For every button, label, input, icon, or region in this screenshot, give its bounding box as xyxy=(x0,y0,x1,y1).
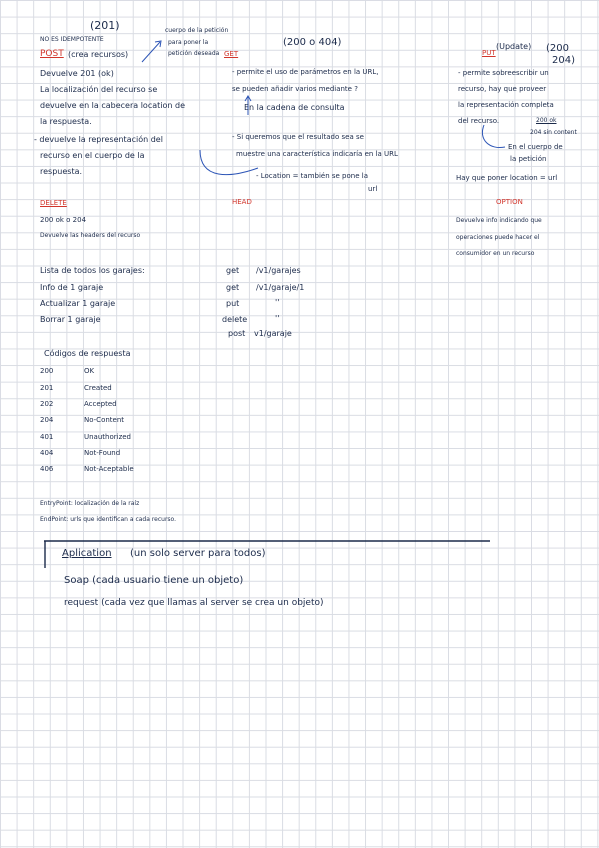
code-text-0: OK xyxy=(84,367,95,375)
put-line-0: - permite sobreescribir un xyxy=(458,69,549,77)
route-method-1: get xyxy=(226,283,240,292)
code-1: 201 xyxy=(40,384,54,392)
option-line-0: Devuelve info indicando que xyxy=(456,217,542,224)
option-label: OPTION xyxy=(496,198,523,206)
code-text-6: Not-Aceptable xyxy=(84,465,134,473)
code-200-b: 204) xyxy=(552,55,575,66)
post-line-3: la respuesta. xyxy=(40,117,92,126)
si-line-0: - Si queremos que el resultado sea se xyxy=(232,133,364,141)
get-label: GET xyxy=(224,50,239,58)
head-label: HEAD xyxy=(232,198,252,206)
post-line-1: La localización del recurso se xyxy=(40,85,158,94)
put-label: PUT xyxy=(482,49,496,57)
put-cuerpo-1: la petición xyxy=(510,155,547,163)
en-cadena: En la cadena de consulta xyxy=(244,103,345,112)
code-text-2: Accepted xyxy=(84,400,117,408)
post-line-2: devuelve en la cabecera location de xyxy=(40,101,185,110)
code-6: 406 xyxy=(40,465,54,473)
put-line-2: la representación completa xyxy=(458,101,554,109)
note-line-1: para poner la xyxy=(168,39,209,46)
route-path-1: /v1/garaje/1 xyxy=(256,283,305,292)
code-3: 204 xyxy=(40,416,54,424)
soap-line: Soap (cada usuario tiene un objeto) xyxy=(64,575,244,586)
route-method-4: post xyxy=(228,329,246,338)
post-label: POST xyxy=(40,49,64,59)
route-path-2: '' xyxy=(275,298,280,307)
code-text-4: Unauthorized xyxy=(84,433,131,441)
arrow-post-note xyxy=(142,42,160,62)
end-point: EndPoint: urls que identifican a cada recurso. xyxy=(40,516,177,523)
location-line-0: - Location = también se pone la xyxy=(256,172,368,180)
option-line-2: consumidor en un recurso xyxy=(456,250,535,257)
hay-que: Hay que poner location = url xyxy=(456,174,558,182)
put-cuerpo-0: En el cuerpo de xyxy=(508,143,563,151)
put-side-b: 204 sin content xyxy=(530,129,577,136)
code-text-1: Created xyxy=(84,384,112,392)
si-line-1: muestre una característica indicaría en la URL xyxy=(236,150,398,158)
route-desc-0: Lista de todos los garajes: xyxy=(40,266,145,275)
code-4: 401 xyxy=(40,433,54,441)
route-desc-2: Actualizar 1 garaje xyxy=(40,299,116,308)
code-200-a: (200 xyxy=(546,43,569,54)
no-idempotente: NO ES IDEMPOTENTE xyxy=(40,36,104,43)
delete-line-1: Devuelve las headers del recurso xyxy=(40,232,141,239)
get-line-0: - permite el uso de parámetros en la URL, xyxy=(232,68,379,76)
code-text-3: No-Content xyxy=(84,416,125,424)
application-label: Aplication xyxy=(62,548,112,559)
code-201: (201) xyxy=(90,19,120,32)
post-line2-1: recurso en el cuerpo de la xyxy=(40,151,145,160)
code-2: 202 xyxy=(40,400,54,408)
route-method-3: delete xyxy=(222,315,248,324)
route-desc-1: Info de 1 garaje xyxy=(40,283,104,292)
route-desc-3: Borrar 1 garaje xyxy=(40,315,101,324)
put-side-a: 200 ok xyxy=(536,117,557,124)
arrow-put xyxy=(482,125,505,148)
route-path-0: /v1/garajes xyxy=(256,266,301,275)
post-rest: (crea recursos) xyxy=(68,50,129,59)
delete-line-0: 200 ok o 204 xyxy=(40,216,87,224)
codes-title: Códigos de respuesta xyxy=(44,349,131,358)
code-5: 404 xyxy=(40,449,54,457)
request-line: request (cada vez que llamas al server se crea un objeto) xyxy=(64,598,324,608)
note-line-0: cuerpo de la petición xyxy=(165,27,229,34)
code-text-5: Not-Found xyxy=(84,449,121,457)
note-line-2: petición deseada xyxy=(168,50,220,57)
put-line-1: recurso, hay que proveer xyxy=(458,85,547,93)
location-line-1: url xyxy=(368,185,378,193)
code-200-404: (200 o 404) xyxy=(283,37,342,48)
entry-point: EntryPoint: localización de la raíz xyxy=(40,500,140,507)
delete-label: DELETE xyxy=(40,199,67,207)
post-line2-2: respuesta. xyxy=(40,167,83,176)
route-method-0: get xyxy=(226,266,240,275)
post-line-0: Devuelve 201 (ok) xyxy=(40,69,114,78)
post-line2-0: - devuelve la representación del xyxy=(34,135,163,144)
route-method-2: put xyxy=(226,299,240,308)
get-line-1: se pueden añadir varios mediante ? xyxy=(232,85,358,93)
put-update: (Update) xyxy=(496,42,532,51)
route-path-3: '' xyxy=(275,314,280,323)
application-rest: (un solo server para todos) xyxy=(130,548,266,559)
put-line-3: del recurso. xyxy=(458,117,500,125)
route-path-4: v1/garaje xyxy=(254,329,292,338)
option-line-1: operaciones puede hacer el xyxy=(456,234,540,241)
code-0: 200 xyxy=(40,367,54,375)
